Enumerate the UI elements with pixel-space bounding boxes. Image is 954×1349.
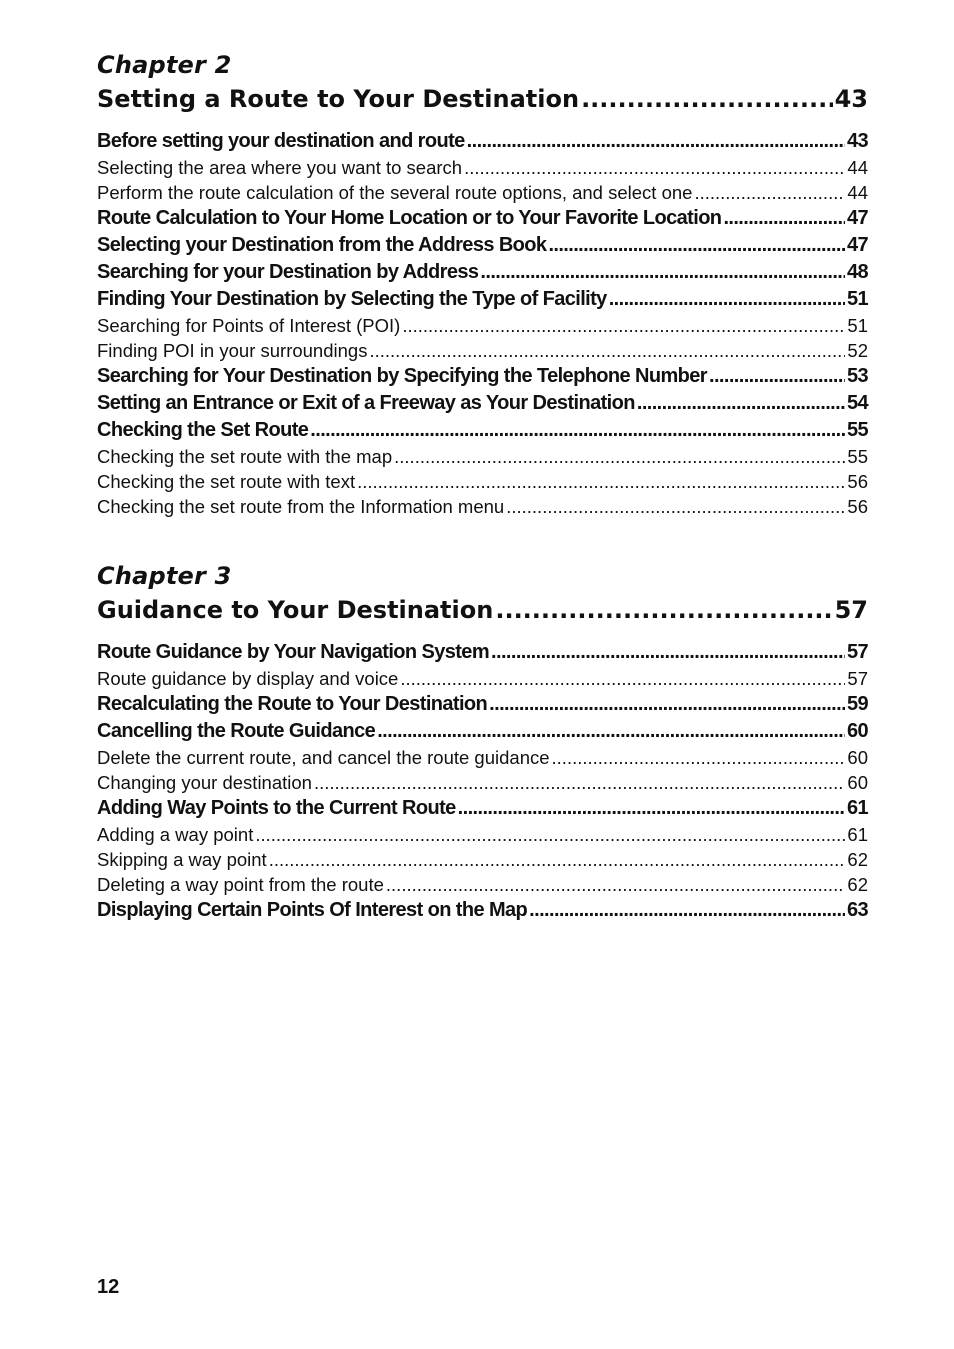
toc-entry-page: 48 [846,261,868,283]
dot-leader [357,469,845,494]
toc-entry-text: Cancelling the Route Guidance [97,720,376,742]
toc-subsection-entry[interactable] [97,745,868,770]
toc-entry-text: Adding Way Points to the Current Route [97,797,456,819]
toc-entry-text: Checking the set route with the map [97,446,393,467]
dot-leader [377,718,845,745]
dot-leader [458,795,845,822]
toc-section-entry[interactable] [97,232,868,259]
toc-entry-page: 55 [846,419,868,441]
toc-entry-text: Checking the set route with text [97,471,356,492]
dot-leader [694,180,845,205]
toc-entry-page: 47 [846,234,868,256]
toc-subsection-entry[interactable] [97,822,868,847]
dot-leader [467,128,845,155]
dot-leader [529,897,845,924]
toc-entry-text: Searching for Points of Interest (POI) [97,315,401,336]
toc-subsection-entry[interactable] [97,155,868,180]
dot-leader [369,338,845,363]
toc-subsection-entry[interactable] [97,444,868,469]
chapter-label: Chapter 3 [97,562,232,590]
dot-leader [548,232,845,259]
toc-entry-text: Searching for Your Destination by Specifying the Telephone Number [97,365,707,387]
toc-entry-page: 52 [847,340,868,361]
toc-entry-text: Perform the route calculation of the several route options, and select one [97,182,693,203]
toc-entry-text: Delete the current route, and cancel the route guidance [97,747,550,768]
toc-entry-page: 56 [847,471,868,492]
toc-entry-page: 63 [846,899,868,921]
toc-section-entry[interactable] [97,417,868,444]
toc-section-entry[interactable] [97,639,868,666]
toc-entry-page: 53 [846,365,868,387]
dot-leader [269,847,846,872]
toc-entry-text: Checking the set route from the Information menu [97,496,505,517]
toc-entry-page: 59 [846,693,868,715]
toc-section-entry[interactable] [97,390,868,417]
dot-leader [255,822,845,847]
dot-leader [386,872,846,897]
dot-leader [480,259,845,286]
dot-leader [489,691,845,718]
toc-section-entry[interactable] [97,128,868,155]
page-number: 12 [97,1276,120,1298]
dot-leader [609,286,845,313]
toc-entry-page: 55 [847,446,868,467]
toc-entry-page: 56 [847,496,868,517]
dot-leader [491,639,845,666]
dot-leader [506,494,845,519]
dot-leader [552,745,846,770]
toc-entry-page: 51 [846,288,868,310]
chapter-title-text: Setting a Route to Your Destination [97,85,580,113]
toc-subsection-entry[interactable] [97,313,868,338]
toc-entry-text: Setting an Entrance or Exit of a Freeway as Your Destination [97,392,635,414]
toc-entry-text: Recalculating the Route to Your Destination [97,693,488,715]
toc-subsection-entry[interactable] [97,469,868,494]
toc-entry-text: Checking the Set Route [97,419,309,441]
toc-entry-text: Finding POI in your surroundings [97,340,368,361]
dot-leader [402,313,845,338]
toc-entry-text: Finding Your Destination by Selecting the Type of Facility [97,288,607,310]
toc-subsection-entry[interactable] [97,872,868,897]
chapter-label: Chapter 2 [97,51,232,79]
chapter-title-text: Guidance to Your Destination [97,596,494,624]
toc-entry-page: 57 [847,668,868,689]
toc-subsection-entry[interactable] [97,847,868,872]
chapter-title[interactable] [97,82,868,116]
toc-entry-text: Route Guidance by Your Navigation System [97,641,490,663]
toc-entry-page: 44 [847,182,868,203]
toc-entry-page: 51 [847,315,868,336]
toc-entry-text: Route Calculation to Your Home Location or to Your Favorite Location [97,207,722,229]
chapter-page-number: 57 [834,596,868,624]
dot-leader [394,444,845,469]
toc-section-entry[interactable] [97,718,868,745]
toc-section-entry[interactable] [97,363,868,390]
toc-entry-page: 60 [846,720,868,742]
toc-entry-text: Selecting the area where you want to search [97,157,463,178]
toc-entry-page: 61 [846,797,868,819]
chapter-section [97,48,868,519]
toc-section-entry[interactable] [97,897,868,924]
dot-leader [400,666,845,691]
toc-entry-text: Skipping a way point [97,849,267,870]
table-of-contents [97,48,868,924]
toc-entry-page: 57 [846,641,868,663]
dot-leader [464,155,845,180]
toc-subsection-entry[interactable] [97,770,868,795]
toc-entry-text: Route guidance by display and voice [97,668,399,689]
dot-leader [581,82,833,116]
toc-entry-text: Changing your destination [97,772,312,793]
chapter-section [97,559,868,924]
toc-entry-page: 54 [846,392,868,414]
toc-entry-page: 62 [847,849,868,870]
dot-leader [637,390,845,417]
chapter-title[interactable] [97,593,868,627]
toc-section-entry[interactable] [97,259,868,286]
toc-entry-text: Displaying Certain Points Of Interest on the Map [97,899,528,921]
toc-section-entry[interactable] [97,286,868,313]
toc-section-entry[interactable] [97,205,868,232]
dot-leader [310,417,845,444]
toc-entry-page: 47 [846,207,868,229]
toc-entry-page: 60 [847,747,868,768]
toc-entry-text: Before setting your destination and route [97,130,465,152]
toc-subsection-entry[interactable] [97,180,868,205]
toc-entry-page: 44 [847,157,868,178]
toc-subsection-entry[interactable] [97,494,868,519]
toc-entry-page: 62 [847,874,868,895]
toc-entry-page: 43 [846,130,868,152]
toc-entry-page: 60 [847,772,868,793]
toc-subsection-entry[interactable] [97,666,868,691]
toc-entry-text: Deleting a way point from the route [97,874,384,895]
chapter-page-number: 43 [834,85,868,113]
toc-entry-page: 61 [847,824,868,845]
toc-subsection-entry[interactable] [97,338,868,363]
toc-entry-text: Searching for your Destination by Address [97,261,479,283]
dot-leader [723,205,845,232]
dot-leader [314,770,845,795]
toc-section-entry[interactable] [97,795,868,822]
toc-section-entry[interactable] [97,691,868,718]
toc-entry-text: Adding a way point [97,824,254,845]
toc-entry-text: Selecting your Destination from the Address Book [97,234,547,256]
dot-leader [495,593,832,627]
dot-leader [709,363,845,390]
